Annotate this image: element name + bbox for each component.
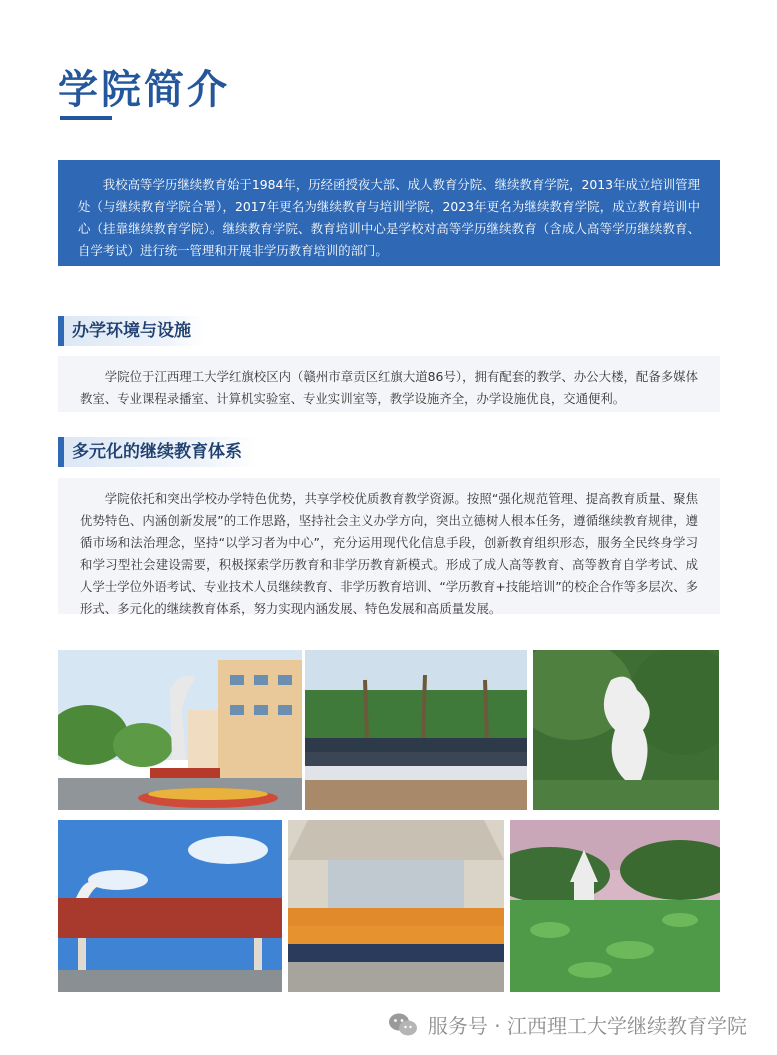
wechat-icon: [388, 1012, 418, 1038]
photo-campus-gate: [58, 820, 282, 992]
section-heading-facilities: [58, 316, 205, 346]
page-title: 学院简介: [58, 67, 230, 113]
section-heading-label: 多元化的继续教育体系: [64, 437, 256, 467]
section-body-education-system: 学院依托和突出学校办学特色优势，共享学校优质教育教学资源。按照“强化规范管理、提高教育质量、聚焦优势特色、内涵创新发展”的工作思路，坚持社会主义办学方向，突出立德树人根本任务，遵循继续教育规律，遵循市场和法治理念，坚持“以学习者为中心”，充分运用现代化信息手段，创新教育组织形态，服务全民终身学习和学习型社会建设需要，积极探索学历教育和非学历教育新模式。形成了成人高等教育、高等教育自学考试、成人学士学位外语考试、专业技术人员继续教育、非学历教育培训、“学历教育+技能培训”的校企合作等多层次、多形式、多元化的继续教育体系，努力实现内涵发展、特色发展和高质量发展。: [58, 478, 720, 614]
footer-text: 服务号 · 江西理工大学继续教育学院: [427, 1014, 747, 1038]
title-underline: [60, 116, 112, 120]
photo-group-palm-trees: [305, 650, 527, 810]
intro-text: 我校高等学历继续教育始于1984年，历经函授夜大部、成人教育分院、继续教育学院，2013年成立培训管理处（与继续教育学院合署），2017年更名为继续教育与培训学院，2023年更名为继续教育学院，成立教育培训中心（挂靠继续教育学院）。继续教育学院、教育培训中心是学校对高等学历继续教育（含成人高等学历继续教育、自学考试）进行统一管理和开展非学历教育培训的部门。: [58, 160, 720, 266]
section-body-facilities: 学院位于江西理工大学红旗校区内（赣州市章贡区红旗大道86号），拥有配套的教学、办公大楼，配备多媒体教室、专业课程录播室、计算机实验室、专业实训室等，教学设施齐全，办学设施优良，交通便利。: [58, 356, 720, 412]
photo-sculpture-garden: [533, 650, 719, 810]
section-heading-education-system: [58, 437, 256, 467]
footer-watermark: [388, 1010, 747, 1039]
photo-campus-statue: [58, 650, 302, 810]
section-heading-label: 办学环境与设施: [64, 316, 205, 346]
photo-group-building: [288, 820, 504, 992]
photo-lotus-pavilion: [510, 820, 720, 992]
